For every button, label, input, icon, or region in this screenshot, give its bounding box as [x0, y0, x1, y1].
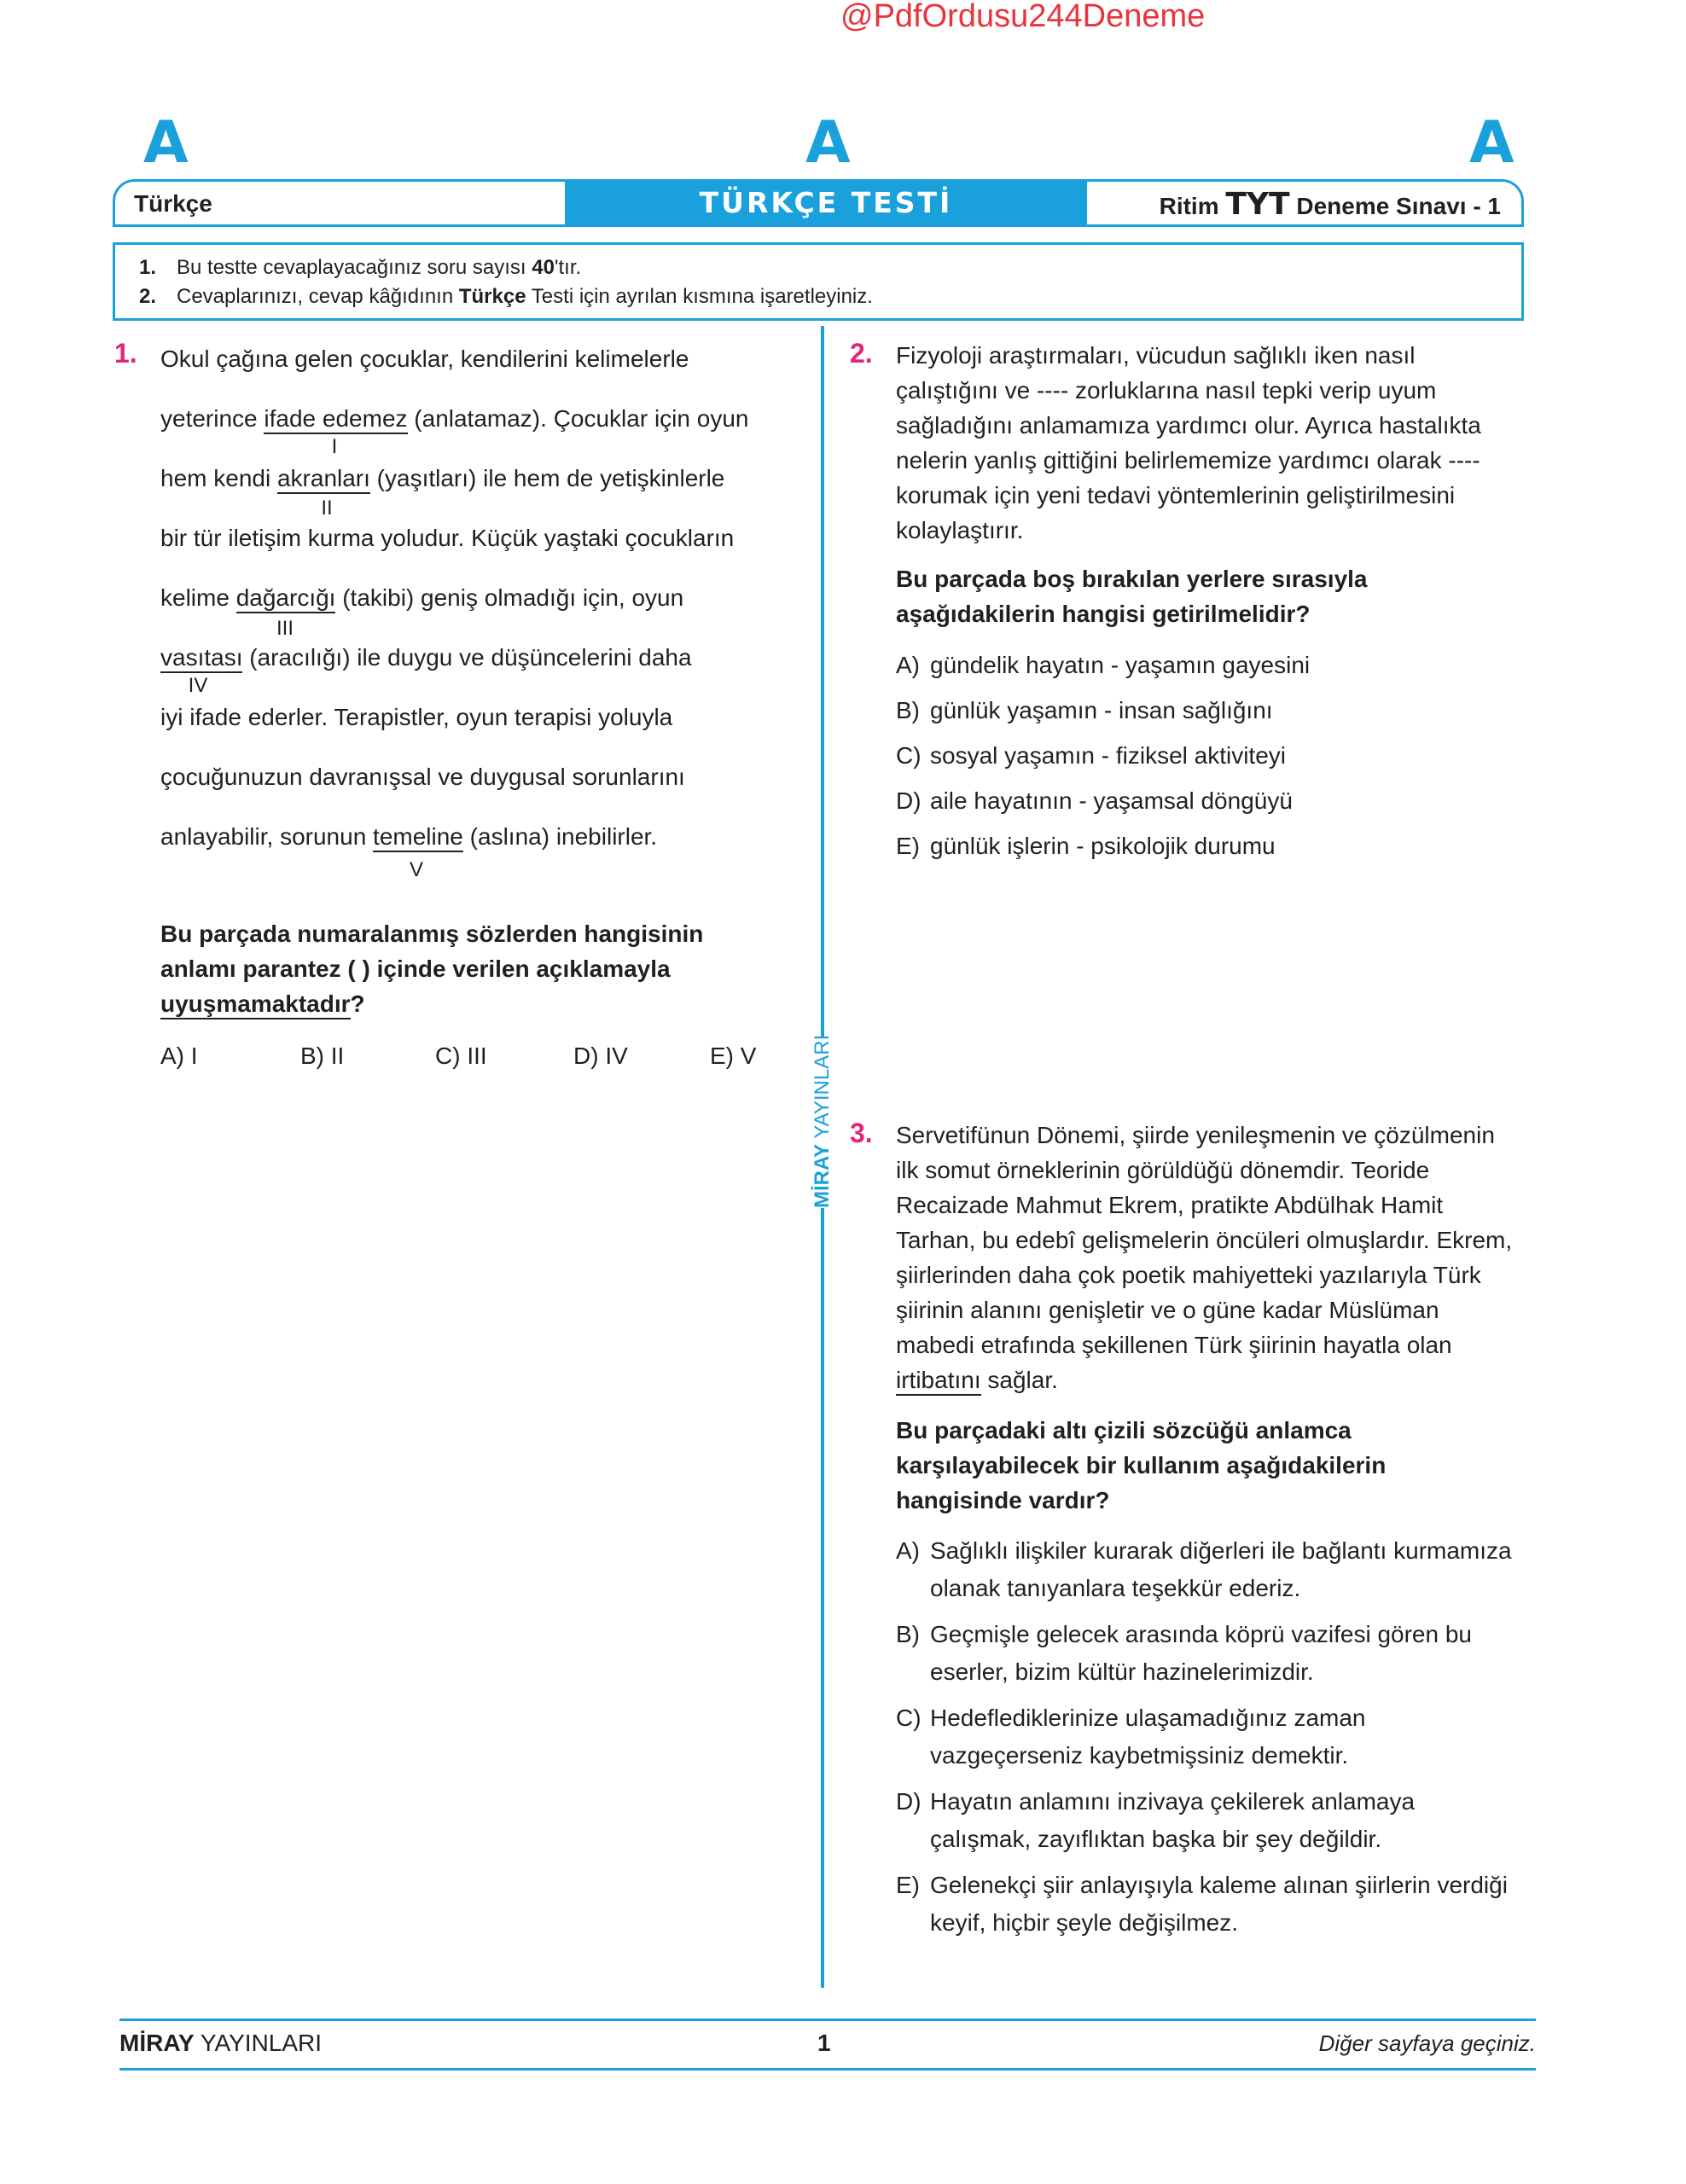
q1-line-2b: (anlatamaz). Çocuklar için oyun [407, 405, 749, 432]
watermark-text: @PdfOrdusu244Deneme [840, 0, 1206, 34]
q1-line-7: iyi ifade ederler. Terapistler, oyun terapisi yoluyla [160, 704, 673, 730]
q3-option-a-text-2: olanak tanıyanlara teşekkür ederiz. [930, 1575, 1301, 1601]
q3-line-last-rest: sağlar. [980, 1367, 1058, 1393]
q3-option-b[interactable] [896, 1616, 1512, 1699]
q3-option-c-text-2: vazgeçerseniz kaybetmişsiniz demektir. [930, 1742, 1349, 1769]
q1-roman-II: II [321, 497, 333, 520]
booklet-letter-left: A [143, 109, 189, 177]
q1-underlined-I: ifade edemez [264, 405, 407, 434]
q2-option-e[interactable] [896, 828, 1310, 873]
q1-line-2 [160, 401, 748, 436]
q3-option-b-text-2: eserler, bizim kültür hazinelerimizdir. [930, 1658, 1314, 1685]
q1-option-c[interactable]: C) III [435, 1043, 487, 1069]
q3-option-c[interactable] [896, 1699, 1512, 1783]
q2-line: çalıştığını ve ---- zorluklarına nasıl tepki verip uyum [896, 377, 1437, 404]
q1-roman-III: III [276, 617, 294, 640]
header-ritim: Ritim [1159, 193, 1219, 219]
q1-option-d[interactable]: D) IV [573, 1043, 628, 1069]
q2-option-c-label: C) [896, 742, 921, 769]
q3-stem [896, 1413, 1386, 1518]
q3-line: şiirlerinden daha çok poetik mahiyetteki yazılarıyla Türk [896, 1262, 1481, 1288]
q2-line: nelerin yanlış gittiğini belirlememize yardımcı olarak ---- [896, 447, 1480, 473]
question-3-number: 3. [850, 1118, 873, 1148]
q3-option-d-text-2: çalışmak, zayıflıktan başka bir şey değildir. [930, 1826, 1382, 1852]
q3-stem-2: karşılayabilecek bir kullanım aşağıdakilerin [896, 1452, 1387, 1478]
divider-brand-bold: MİRAY [811, 1143, 834, 1208]
q3-option-d[interactable] [896, 1783, 1512, 1867]
footer-rule-bottom [119, 2068, 1536, 2071]
q2-option-e-label: E) [896, 833, 920, 859]
q1-line-5a: kelime [160, 584, 236, 611]
q2-option-a-label: A) [896, 652, 920, 678]
q1-line-4: bir tür iletişim kurma yoludur. Küçük yaştaki çocukların [160, 525, 735, 551]
q1-underlined-III: dağarcığı [236, 584, 336, 613]
q3-option-d-label: D) [896, 1788, 921, 1815]
q1-option-a[interactable]: A) I [160, 1043, 198, 1069]
q3-line: mabedi etrafında şekillenen Türk şiirinin hayatla olan [896, 1332, 1452, 1358]
q1-line-2a: yeterince [160, 405, 265, 432]
q1-line-6 [160, 640, 692, 675]
instruction-2 [139, 282, 1521, 311]
q1-line-9a: anlayabilir, sorunun [160, 823, 374, 850]
q1-line-3a: hem kendi [160, 465, 277, 491]
q3-option-c-label: C) [896, 1705, 921, 1731]
q3-option-a-text-1: Sağlıklı ilişkiler kurarak diğerleri ile bağlantı kurmamıza [930, 1537, 1512, 1564]
instruction-1-suffix: 'tır. [554, 256, 582, 279]
q3-passage [896, 1118, 1512, 1397]
q3-line: Tarhan, bu edebî gelişmelerin öncüleri olmuşlardır. Ekrem, [896, 1227, 1513, 1253]
header-tyt: TYT [1225, 187, 1290, 222]
q2-option-b[interactable] [896, 692, 1310, 737]
q1-line-3b: (yaşıtları) ile hem de yetişkinlerle [369, 465, 725, 491]
q1-line-5 [160, 580, 683, 615]
q1-stem-3-underlined: uyuşmamaktadır [160, 990, 351, 1019]
header-exam-name [1160, 182, 1501, 224]
q2-options [896, 647, 1310, 873]
instruction-1-count: 40 [532, 256, 555, 279]
q1-line-9 [160, 819, 657, 854]
q2-option-c[interactable] [896, 737, 1310, 782]
q2-line: kolaylaştırır. [896, 517, 1024, 543]
q3-underlined-word: irtibatını [896, 1367, 981, 1396]
q2-option-b-text: günlük yaşamın - insan sağlığını [930, 697, 1273, 723]
q3-options [896, 1532, 1512, 1950]
q2-line: korumak için yeni tedavi yöntemlerinin geliştirilmesini [896, 482, 1456, 508]
q1-stem-3 [160, 986, 365, 1021]
q3-option-e-label: E) [896, 1872, 920, 1898]
q2-option-d[interactable] [896, 782, 1310, 828]
q1-line-8: çocuğunuzun davranışsal ve duygusal sorunlarını [160, 764, 685, 790]
instruction-2-subject: Türkçe [458, 285, 526, 308]
q2-option-a-text: gündelik hayatın - yaşamın gayesini [930, 652, 1311, 678]
footer-brand-rest: YAYINLARI [194, 2030, 323, 2056]
q3-option-b-label: B) [896, 1621, 920, 1647]
q1-line-9b: (aslına) inebilirler. [462, 823, 658, 850]
question-1-number: 1. [114, 338, 137, 369]
footer-brand [119, 2030, 322, 2057]
q2-stem [896, 561, 1368, 631]
q3-line: Servetifünun Dönemi, şiirde yenileşmenin ve çözülmenin [896, 1122, 1495, 1148]
q3-option-a-label: A) [896, 1537, 920, 1564]
q1-line-1: Okul çağına gelen çocuklar, kendilerini kelimelerle [160, 346, 689, 372]
q1-roman-IV: IV [188, 674, 208, 697]
instruction-1-text: Bu testte cevaplayacağınız soru sayısı [177, 256, 532, 279]
footer-brand-bold: MİRAY [119, 2030, 195, 2056]
instructions-box [113, 242, 1524, 321]
header-subject: Türkçe [134, 190, 212, 217]
instruction-2-text: Cevaplarınızı, cevap kâğıdının [177, 285, 459, 308]
q3-line: ilk somut örneklerinin görüldüğü dönemdir. Teoride [896, 1157, 1430, 1183]
q1-roman-I: I [331, 435, 338, 458]
q3-option-e-text-2: keyif, hiçbir şeyle değişilmez. [930, 1909, 1239, 1936]
instruction-2-suffix: Testi için ayrılan kısmına işaretleyiniz. [526, 285, 873, 308]
q1-option-b[interactable]: B) II [300, 1043, 345, 1069]
q2-line: Fizyoloji araştırmaları, vücudun sağlıklı iken nasıl [896, 342, 1416, 369]
q2-stem-1: Bu parçada boş bırakılan yerlere sırasıyla [896, 566, 1368, 592]
page-number: 1 [817, 2030, 831, 2056]
q1-stem-3-qmark: ? [350, 990, 365, 1017]
q1-line-5b: (takibi) geniş olmadığı için, oyun [335, 584, 684, 611]
q1-line-3 [160, 461, 724, 496]
q2-passage [896, 338, 1481, 548]
q1-roman-V: V [409, 858, 423, 881]
q1-underlined-V: temeline [373, 823, 463, 852]
q3-option-a[interactable] [896, 1532, 1512, 1616]
q3-line: şiirinin alanını genişletir ve o güne kadar Müslüman [896, 1297, 1439, 1323]
q3-line: Recaizade Mahmut Ekrem, pratikte Abdülhak Hamit [896, 1192, 1444, 1218]
q1-stem-1: Bu parçada numaralanmış sözlerden hangisinin [160, 921, 704, 947]
header-deneme: Deneme Sınavı - 1 [1296, 193, 1501, 219]
q2-option-b-label: B) [896, 697, 920, 723]
instruction-1-num: 1. [139, 256, 157, 279]
footer-rule-top [119, 2018, 1536, 2021]
header-title: TÜRKÇE TESTİ [565, 182, 1087, 224]
q3-stem-3: hangisinde vardır? [896, 1487, 1110, 1513]
q3-option-e-text-1: Gelenekçi şiir anlayışıyla kaleme alınan şiirlerin verdiği [930, 1872, 1508, 1898]
q2-option-d-label: D) [896, 787, 921, 814]
q3-option-b-text-1: Geçmişle gelecek arasında köprü vazifesi gören bu [930, 1621, 1473, 1647]
test-header [113, 179, 1524, 227]
q1-underlined-II: akranları [277, 465, 370, 494]
divider-brand-rest: YAYINLARI [811, 1034, 834, 1139]
q2-line: sağladığını anlamamıza yardımcı olur. Ayrıca hastalıkta [896, 412, 1481, 439]
q3-option-c-text-1: Hedeflediklerinize ulaşamadığınız zaman [930, 1705, 1366, 1731]
instruction-2-num: 2. [139, 285, 157, 308]
q3-option-d-text-1: Hayatın anlamını inzivaya çekilerek anlamaya [930, 1788, 1416, 1815]
q2-option-e-text: günlük işlerin - psikolojik durumu [930, 833, 1276, 859]
q2-option-d-text: aile hayatının - yaşamsal döngüyü [930, 787, 1293, 814]
q1-stem-2: anlamı parantez ( ) içinde verilen açıklamayla [160, 956, 671, 982]
q2-option-a[interactable] [896, 647, 1310, 692]
next-page-note: Diğer sayfaya geçiniz. [1318, 2030, 1536, 2056]
booklet-letter-center: A [805, 109, 851, 177]
instruction-1 [139, 253, 1521, 282]
q1-option-e[interactable]: E) V [710, 1043, 757, 1069]
q3-option-e[interactable] [896, 1867, 1512, 1950]
q3-line-last [896, 1362, 1512, 1397]
q2-stem-2: aşağıdakilerin hangisi getirilmelidir? [896, 601, 1311, 627]
q1-line-6b: (aracılığı) ile duygu ve düşüncelerini daha [242, 644, 692, 671]
q1-underlined-IV: vasıtası [160, 644, 242, 673]
question-2-number: 2. [850, 338, 873, 369]
q3-stem-1: Bu parçadaki altı çizili sözcüğü anlamca [896, 1417, 1352, 1443]
q2-option-c-text: sosyal yaşamın - fiziksel aktiviteyi [930, 742, 1287, 769]
divider-brand [811, 1034, 834, 1208]
booklet-letter-right: A [1469, 109, 1514, 177]
